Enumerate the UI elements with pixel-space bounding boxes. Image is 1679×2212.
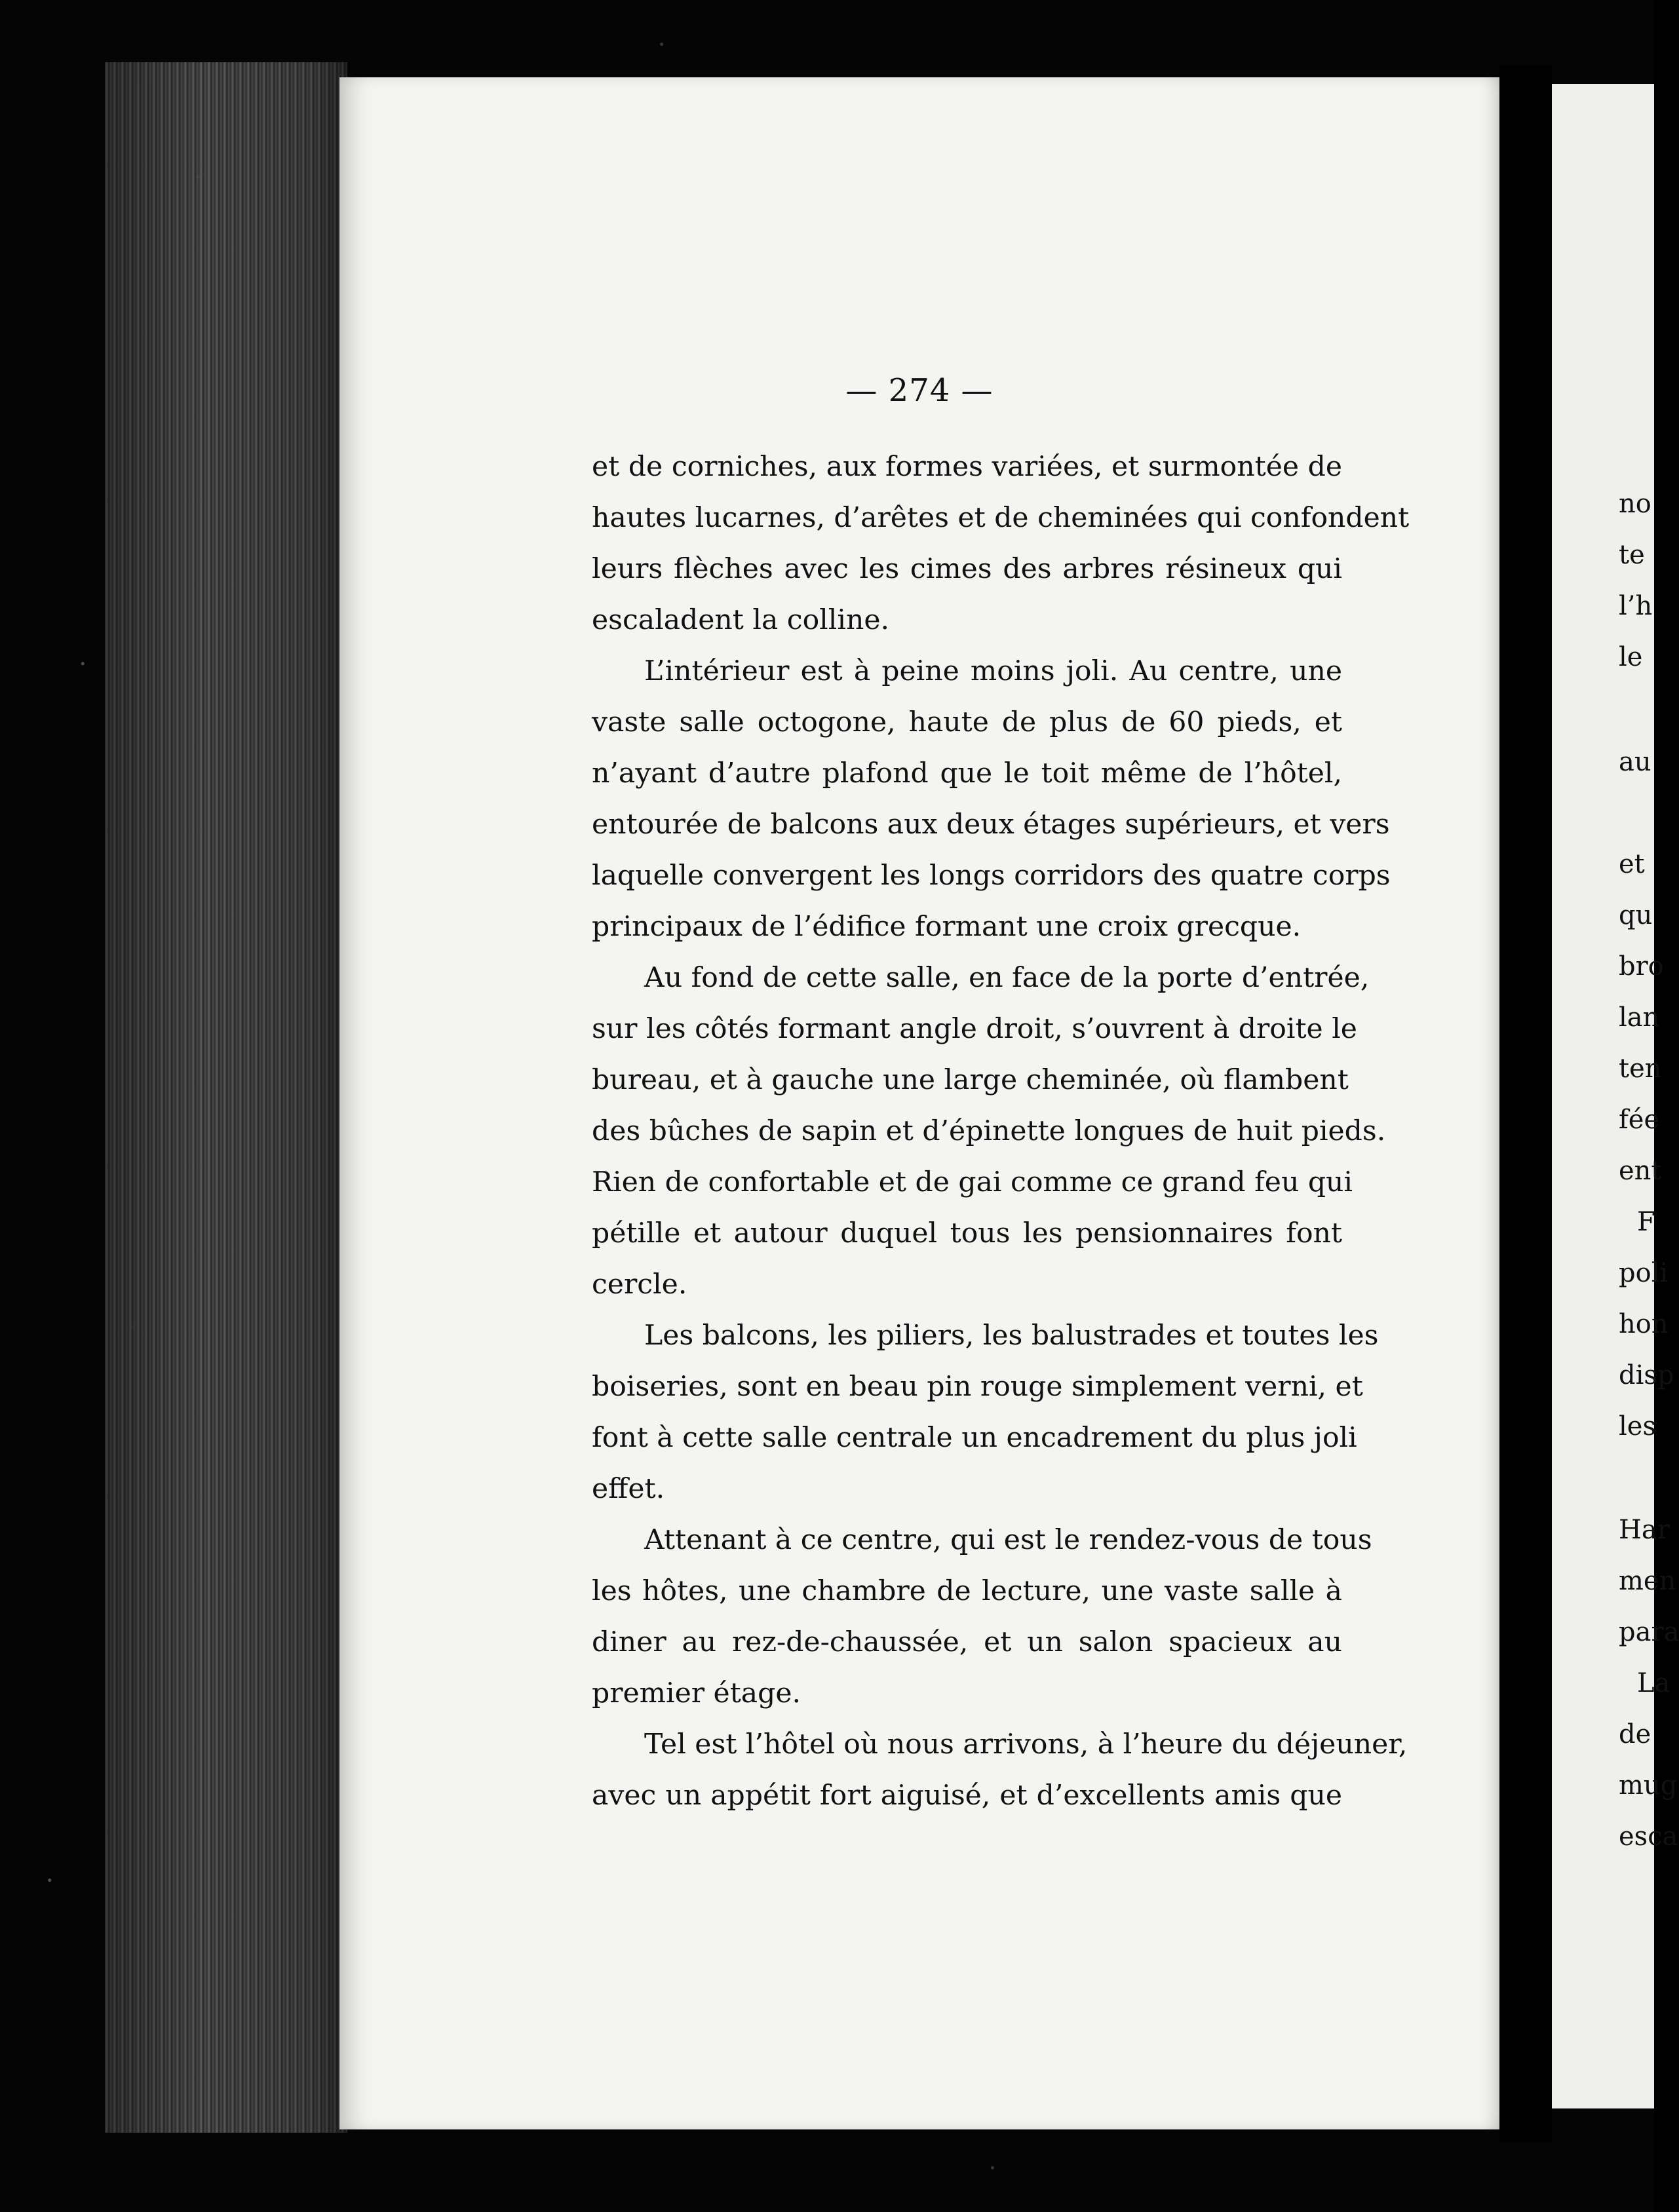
- text-line: laquelle convergent les longs corridors des quatre corps: [592, 860, 1391, 892]
- text-fragment: disp: [1619, 1360, 1674, 1390]
- book-page-edges-shadow: [105, 62, 347, 2133]
- text-fragment: lan: [1619, 1002, 1660, 1033]
- text-fragment: qu: [1619, 900, 1653, 930]
- text-line: avec un appétit fort aiguisé, et d’excellents amis que: [592, 1780, 1342, 1812]
- page-number: — 274 —: [845, 372, 994, 409]
- text-line: Attenant à ce centre, qui est le rendez-vous de tous: [644, 1524, 1372, 1556]
- paragraph: [592, 646, 1391, 953]
- text-line: pétille et autour duquel tous les pensionnaires font: [592, 1217, 1342, 1249]
- facing-page-text: [1552, 84, 1679, 2108]
- text-fragment: au: [1619, 747, 1651, 777]
- paragraph: [592, 1719, 1408, 1821]
- paragraph: [592, 953, 1386, 1310]
- text-line: sur les côtés formant angle droit, s’ouvrent à droite le: [592, 1013, 1357, 1045]
- text-line: des bûches de sapin et d’épinette longues de huit pieds.: [592, 1115, 1386, 1147]
- text-line: Au fond de cette salle, en face de la porte d’entrée,: [644, 962, 1370, 994]
- text-fragment: les: [1619, 1411, 1656, 1441]
- text-line: Rien de confortable et de gai comme ce grand feu qui: [592, 1166, 1353, 1198]
- text-fragment: para: [1619, 1617, 1679, 1647]
- text-line: les hôtes, une chambre de lecture, une vaste salle à: [592, 1575, 1342, 1607]
- book-gutter: [1499, 66, 1552, 2143]
- text-fragment: La: [1637, 1668, 1670, 1698]
- text-fragment: poli: [1619, 1258, 1669, 1288]
- text-fragment: ten: [1619, 1054, 1662, 1084]
- text-fragment: bro: [1619, 951, 1664, 982]
- text-fragment: fée: [1619, 1105, 1660, 1135]
- text-line: entourée de balcons aux deux étages supérieurs, et vers: [592, 809, 1390, 841]
- text-line: leurs flèches avec les cimes des arbres résineux qui: [592, 553, 1342, 585]
- text-fragment: et: [1619, 849, 1645, 879]
- text-fragment: de: [1619, 1719, 1651, 1749]
- paragraph: [592, 1310, 1379, 1515]
- text-fragment: ent: [1619, 1156, 1662, 1186]
- text-fragment: esca: [1619, 1821, 1678, 1852]
- text-line: premier étage.: [592, 1677, 801, 1709]
- text-line: bureau, et à gauche une large cheminée, où flambent: [592, 1064, 1349, 1096]
- text-line: vaste salle octogone, haute de plus de 60 pieds, et: [592, 706, 1342, 738]
- text-line: effet.: [592, 1473, 665, 1505]
- text-fragment: F: [1637, 1207, 1655, 1237]
- text-line: principaux de l’édifice formant une croix grecque.: [592, 911, 1302, 943]
- text-fragment: te: [1619, 540, 1645, 570]
- text-fragment: mug: [1619, 1770, 1678, 1801]
- text-line: diner au rez-de-chaussée, et un salon spacieux au: [592, 1626, 1342, 1658]
- page-text: [592, 442, 1410, 1821]
- text-line: boiseries, sont en beau pin rouge simplement verni, et: [592, 1371, 1363, 1403]
- text-fragment: no: [1619, 489, 1651, 519]
- text-fragment: Har: [1619, 1515, 1670, 1545]
- text-line: n’ayant d’autre plafond que le toit même de l’hôtel,: [592, 757, 1342, 790]
- text-fragment: l’h: [1619, 591, 1653, 621]
- facing-page: [1552, 84, 1679, 2108]
- text-line: L’intérieur est à peine moins joli. Au centre, une: [644, 655, 1342, 687]
- text-line: hautes lucarnes, d’arêtes et de cheminées qui confondent: [592, 502, 1410, 534]
- text-fragment: hon: [1619, 1309, 1669, 1339]
- text-line: font à cette salle centrale un encadrement du plus joli: [592, 1422, 1357, 1454]
- text-line: et de corniches, aux formes variées, et surmontée de: [592, 451, 1342, 483]
- text-line: Tel est l’hôtel où nous arrivons, à l’heure du déjeuner,: [644, 1728, 1408, 1761]
- paragraph: [592, 1515, 1372, 1719]
- text-line: escaladent la colline.: [592, 604, 889, 636]
- text-line: Les balcons, les piliers, les balustrades et toutes les: [644, 1320, 1379, 1352]
- paragraph: [592, 442, 1410, 646]
- book-page: [339, 77, 1499, 2129]
- text-fragment: men: [1619, 1566, 1676, 1596]
- text-fragment: le: [1619, 642, 1643, 672]
- text-line: cercle.: [592, 1268, 687, 1301]
